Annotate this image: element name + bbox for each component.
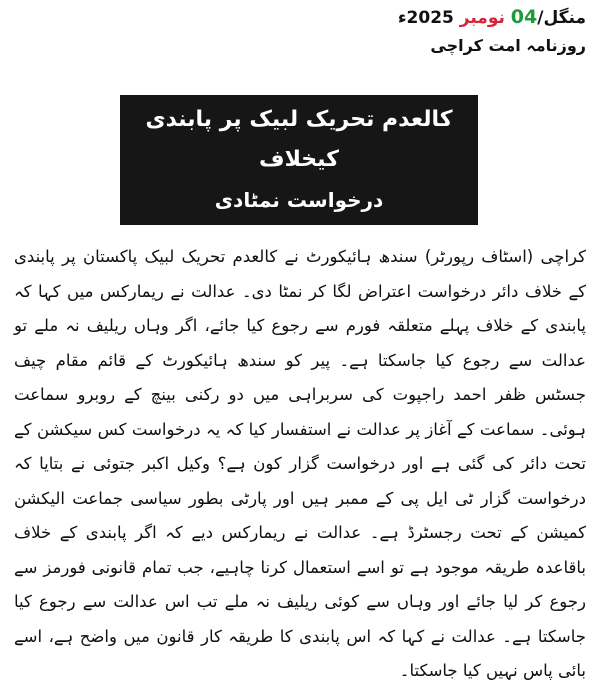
headline-line-1: کالعدم تحریک لبیک پر پابندی کیخلاف (145, 107, 453, 172)
article-paragraph: کراچی (اسٹاف رپورٹر) سندھ ہائیکورٹ نے کالعدم تحریک لبیک پاکستان پر پابندی کے خلاف دائر درخواست اعتراض لگا کر نمٹا دی۔ عدالت نے ریمارکس میں کہا کہ پابندی کے خلاف پہلے متعلقہ فورم سے رجوع کیا جائے، اگر وہاں ریلیف نہ ملے تو عدالت سے رجوع کیا جاسکتا ہے۔ پیر کو سندھ ہائیکورٹ کے قائم مقام چیف جسٹس ظفر احمد راجپوت کی سربراہی میں دو رکنی بینچ کے روبرو سماعت ہوئی۔ سماعت کے آغاز پر عدالت نے استفسار کیا کہ یہ درخواست کس سیکشن کے تحت دائر کی گئی ہے اور درخواست گزار کون ہے؟ وکیل اکبر جتوئی نے بتایا کہ درخواست گزار ٹی ایل پی کے ممبر ہیں اور پارٹی بطور سیاسی جماعت الیکشن کمیشن کے تحت رجسٹرڈ ہے۔ عدالت نے ریمارکس دیے کہ اگر پابندی کے خلاف باقاعدہ طریقہ موجود ہے تو اسے استعمال کرنا چاہیے، جب تمام قانونی فورمز سے رجوع کر لیا جائے اور وہاں سے کوئی ریلیف نہ ملے تب اس عدالت سے رجوع کیا جاسکتا ہے۔ عدالت نے کہا کہ اس پابندی کا طریقہ کار قانون میں واضح ہے، اسے بائی پاس نہیں کیا جاسکتا۔ (14, 247, 586, 680)
headline-box (120, 95, 478, 225)
date-separator: / (537, 8, 544, 28)
article-body (14, 240, 586, 689)
date-day: 04 (510, 6, 538, 28)
date-month: نومبر (459, 8, 505, 28)
date-year: 2025ء (397, 8, 454, 28)
newspaper-name: روزنامہ امت کراچی (430, 36, 586, 55)
date-weekday: منگل (543, 8, 586, 28)
dateline (398, 6, 586, 28)
headline-line-2: درخواست نمٹادی (214, 188, 384, 212)
